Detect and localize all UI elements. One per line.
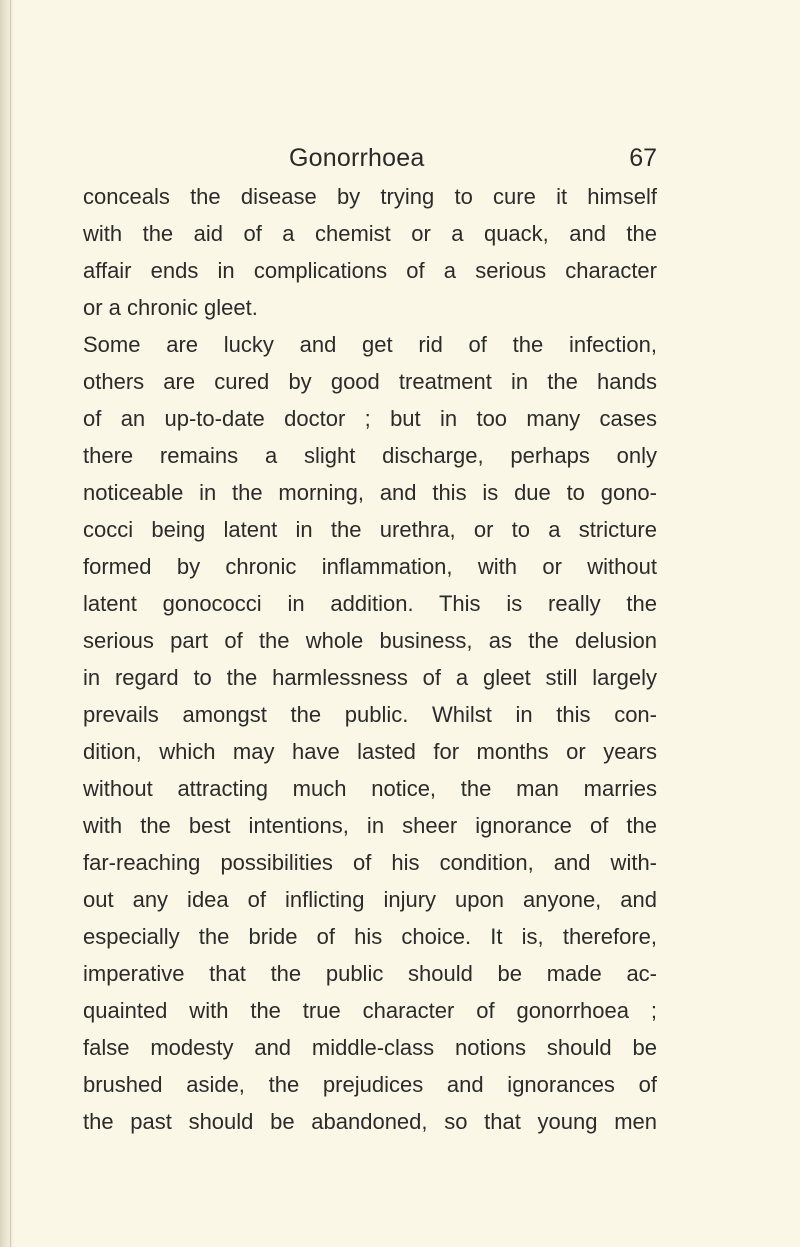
text-line: serious part of the whole business, as the delusion <box>83 628 657 653</box>
text-line: out any idea of inflicting injury upon anyone, and <box>83 887 657 912</box>
text-line: with the aid of a chemist or a quack, and the <box>83 221 657 246</box>
text-line: affair ends in complications of a serious character <box>83 258 657 283</box>
text-line: the past should be abandoned, so that young men <box>83 1109 657 1134</box>
text-line: of an up-to-date doctor ; but in too many cases <box>83 406 657 431</box>
text-line: or a chronic gleet. <box>83 295 258 320</box>
text-line: especially the bride of his choice. It is, therefore, <box>83 924 657 949</box>
text-line: imperative that the public should be made ac- <box>83 961 657 986</box>
text-line: far-reaching possibilities of his condition, and with- <box>83 850 657 875</box>
text-line: others are cured by good treatment in the hands <box>83 369 657 394</box>
body-text <box>83 178 657 1140</box>
book-page <box>83 138 657 1140</box>
text-line: conceals the disease by trying to cure it himself <box>83 184 657 209</box>
text-line: without attracting much notice, the man marries <box>83 776 657 801</box>
text-line: false modesty and middle-class notions should be <box>83 1035 657 1060</box>
page-binding-line <box>10 0 11 1247</box>
text-line: with the best intentions, in sheer ignorance of the <box>83 813 657 838</box>
text-line: Some are lucky and get rid of the infection, <box>83 332 657 357</box>
text-line: formed by chronic inflammation, with or without <box>83 554 657 579</box>
running-head <box>83 138 657 178</box>
text-line: noticeable in the morning, and this is due to gono- <box>83 480 657 505</box>
text-line: latent gonococci in addition. This is really the <box>83 591 657 616</box>
text-line: prevails amongst the public. Whilst in this con- <box>83 702 657 727</box>
text-line: in regard to the harmlessness of a gleet still largely <box>83 665 657 690</box>
running-title: Gonorrhoea <box>289 144 425 172</box>
page-number: 67 <box>629 144 657 172</box>
text-line: brushed aside, the prejudices and ignorances of <box>83 1072 657 1097</box>
text-line: there remains a slight discharge, perhaps only <box>83 443 657 468</box>
text-line: quainted with the true character of gonorrhoea ; <box>83 998 657 1023</box>
text-line: cocci being latent in the urethra, or to a stricture <box>83 517 657 542</box>
page-binding-edge <box>0 0 14 1247</box>
text-line: dition, which may have lasted for months or years <box>83 739 657 764</box>
